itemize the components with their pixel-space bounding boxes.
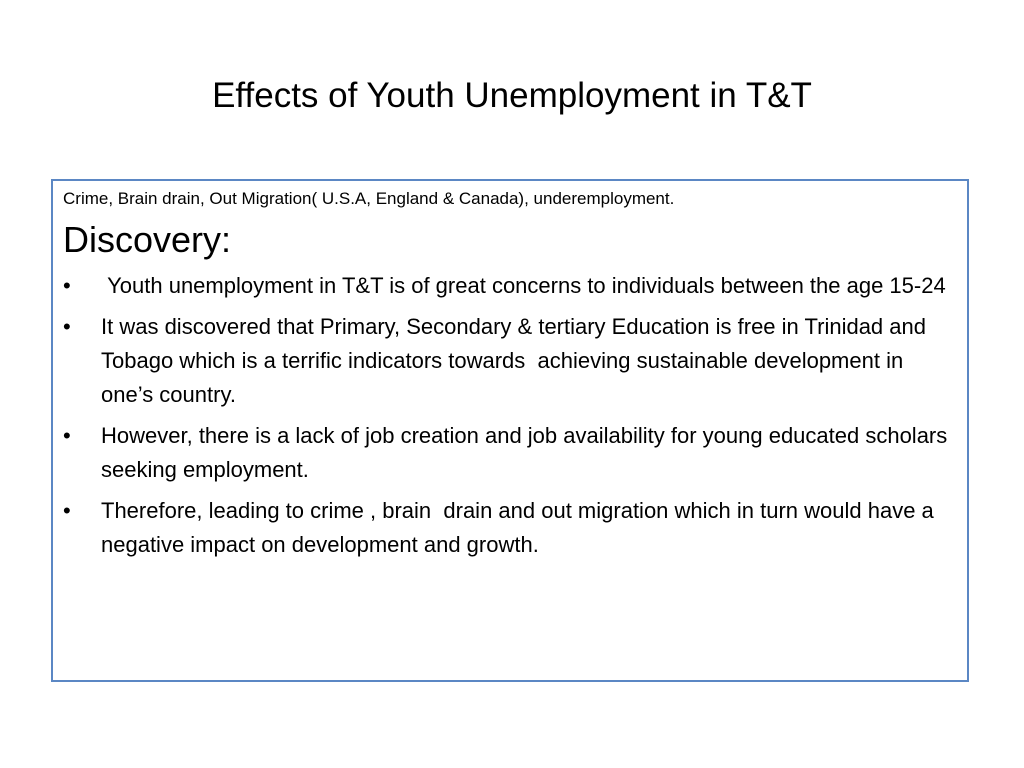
bullet-marker: • (63, 498, 71, 523)
bullet-item (63, 419, 955, 487)
bullet-item (63, 269, 955, 303)
bullet-text: However, there is a lack of job creation and job availability for young educated scholars seeking employment. (101, 423, 954, 482)
bullet-marker: • (63, 423, 71, 448)
bullet-item (63, 494, 955, 562)
bullet-list (63, 269, 955, 562)
bullet-text: Youth unemployment in T&T is of great concerns to individuals between the age 15-24 (101, 273, 946, 298)
discovery-heading: Discovery: (63, 219, 232, 260)
content-box (51, 179, 969, 682)
bullet-marker: • (63, 273, 71, 298)
bullet-marker: • (63, 314, 71, 339)
bullet-item (63, 310, 955, 412)
bullet-text: Therefore, leading to crime , brain drain and out migration which in turn would have a negative impact on development and growth. (101, 498, 940, 557)
summary-line: Crime, Brain drain, Out Migration( U.S.A, England & Canada), underemployment. (63, 189, 675, 208)
bullet-text: It was discovered that Primary, Secondary & tertiary Education is free in Trinidad and Tobago which is a terrific indicators towards achieving sustainable development in one’s country. (101, 314, 932, 407)
slide-title: Effects of Youth Unemployment in T&T (212, 76, 812, 115)
